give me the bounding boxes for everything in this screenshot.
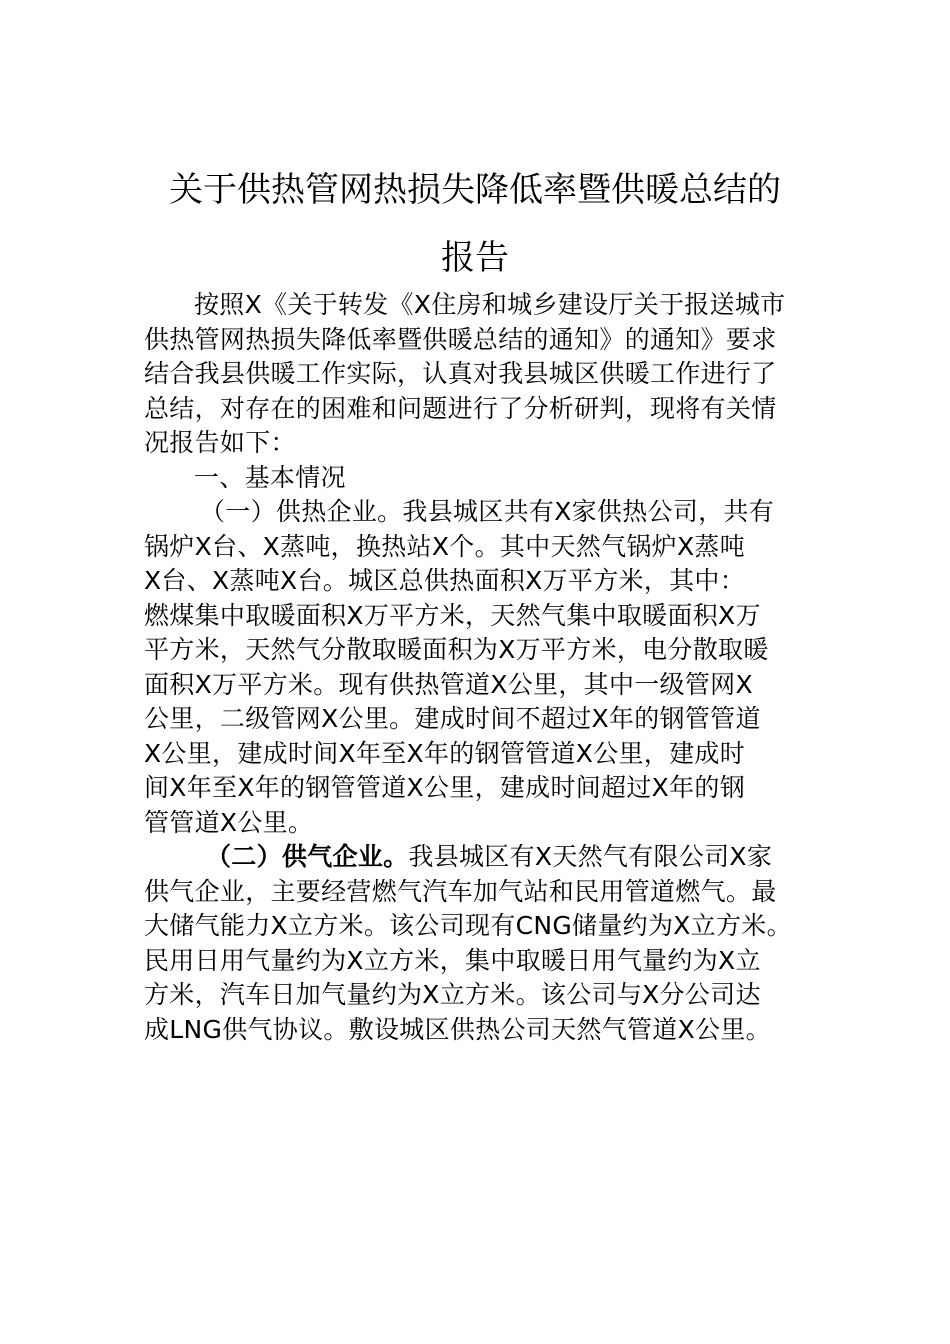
paragraph-line: 管管道X公里。 — [144, 807, 314, 837]
paragraph-line: 方米，汽车日加气量约为X立方米。该公司与X分公司达 — [144, 980, 761, 1009]
paragraph-line: X公里，建成时间X年至X年的钢管管道X公里，建成时 — [144, 738, 746, 768]
paragraph-line: 大储气能力X立方米。该公司现有CNG储量约为X立方米。 — [144, 911, 792, 940]
paragraph-line: （一）供热企业。我县城区共有X家供热公司，共有 — [200, 497, 775, 526]
subheading-gas-enterprise: （二）供气企业。 — [206, 842, 409, 871]
paragraph-line: 平方米，天然气分散取暖面积为X万平方米，电分散取暖 — [144, 635, 769, 664]
document-title-line-2: 报告 — [441, 238, 509, 278]
paragraph-line: 间X年至X年的钢管管道X公里，建成时间超过X年的钢 — [144, 773, 746, 802]
paragraph-line: 公里，二级管网X公里。建成时间不超过X年的钢管管道 — [144, 704, 761, 733]
paragraph-line: 面积X万平方米。现有供热管道X公里，其中一级管网X — [144, 669, 753, 699]
intro-paragraph — [144, 288, 824, 461]
paragraph-line-first — [144, 840, 824, 875]
paragraph-line: 供气企业，主要经营燃气汽车加气站和民用管道燃气。最 — [144, 876, 777, 906]
document-title-line-1: 关于供热管网热损失降低率暨供暖总结的 — [169, 170, 781, 210]
section-heading-basic: 一、基本情况 — [194, 462, 346, 492]
paragraph-line: 锅炉X台、X蒸吨，换热站X个。其中天然气锅炉X蒸吨 — [144, 531, 746, 561]
paragraph-text: 我县城区有X天然气有限公司X家 — [408, 842, 773, 871]
intro-line: 供热管网热损失降低率暨供暖总结的通知》的通知》要求 — [144, 324, 777, 354]
paragraph-line: 燃煤集中取暖面积X万平方米，天然气集中取暖面积X万 — [144, 600, 761, 630]
intro-line: 总结，对存在的困难和问题进行了分析研判，现将有关情 — [144, 393, 777, 423]
intro-line: 按照X《关于转发《X住房和城乡建设厅关于报送城市 — [194, 290, 786, 319]
gas-enterprise-paragraph — [144, 840, 824, 1047]
intro-line: 况报告如下： — [144, 428, 296, 457]
paragraph-line: X台、X蒸吨X台。城区总供热面积X万平方米，其中： — [144, 566, 746, 595]
paragraph-line: 民用日用气量约为X立方米，集中取暖日用气量约为X立 — [144, 945, 761, 975]
intro-line: 结合我县供暖工作实际，认真对我县城区供暖工作进行了 — [144, 359, 777, 388]
heating-enterprise-paragraph — [144, 495, 824, 840]
document-body — [144, 288, 824, 1047]
paragraph-line: 成LNG供气协议。敷设城区供热公司天然气管道X公里。 — [144, 1014, 771, 1044]
